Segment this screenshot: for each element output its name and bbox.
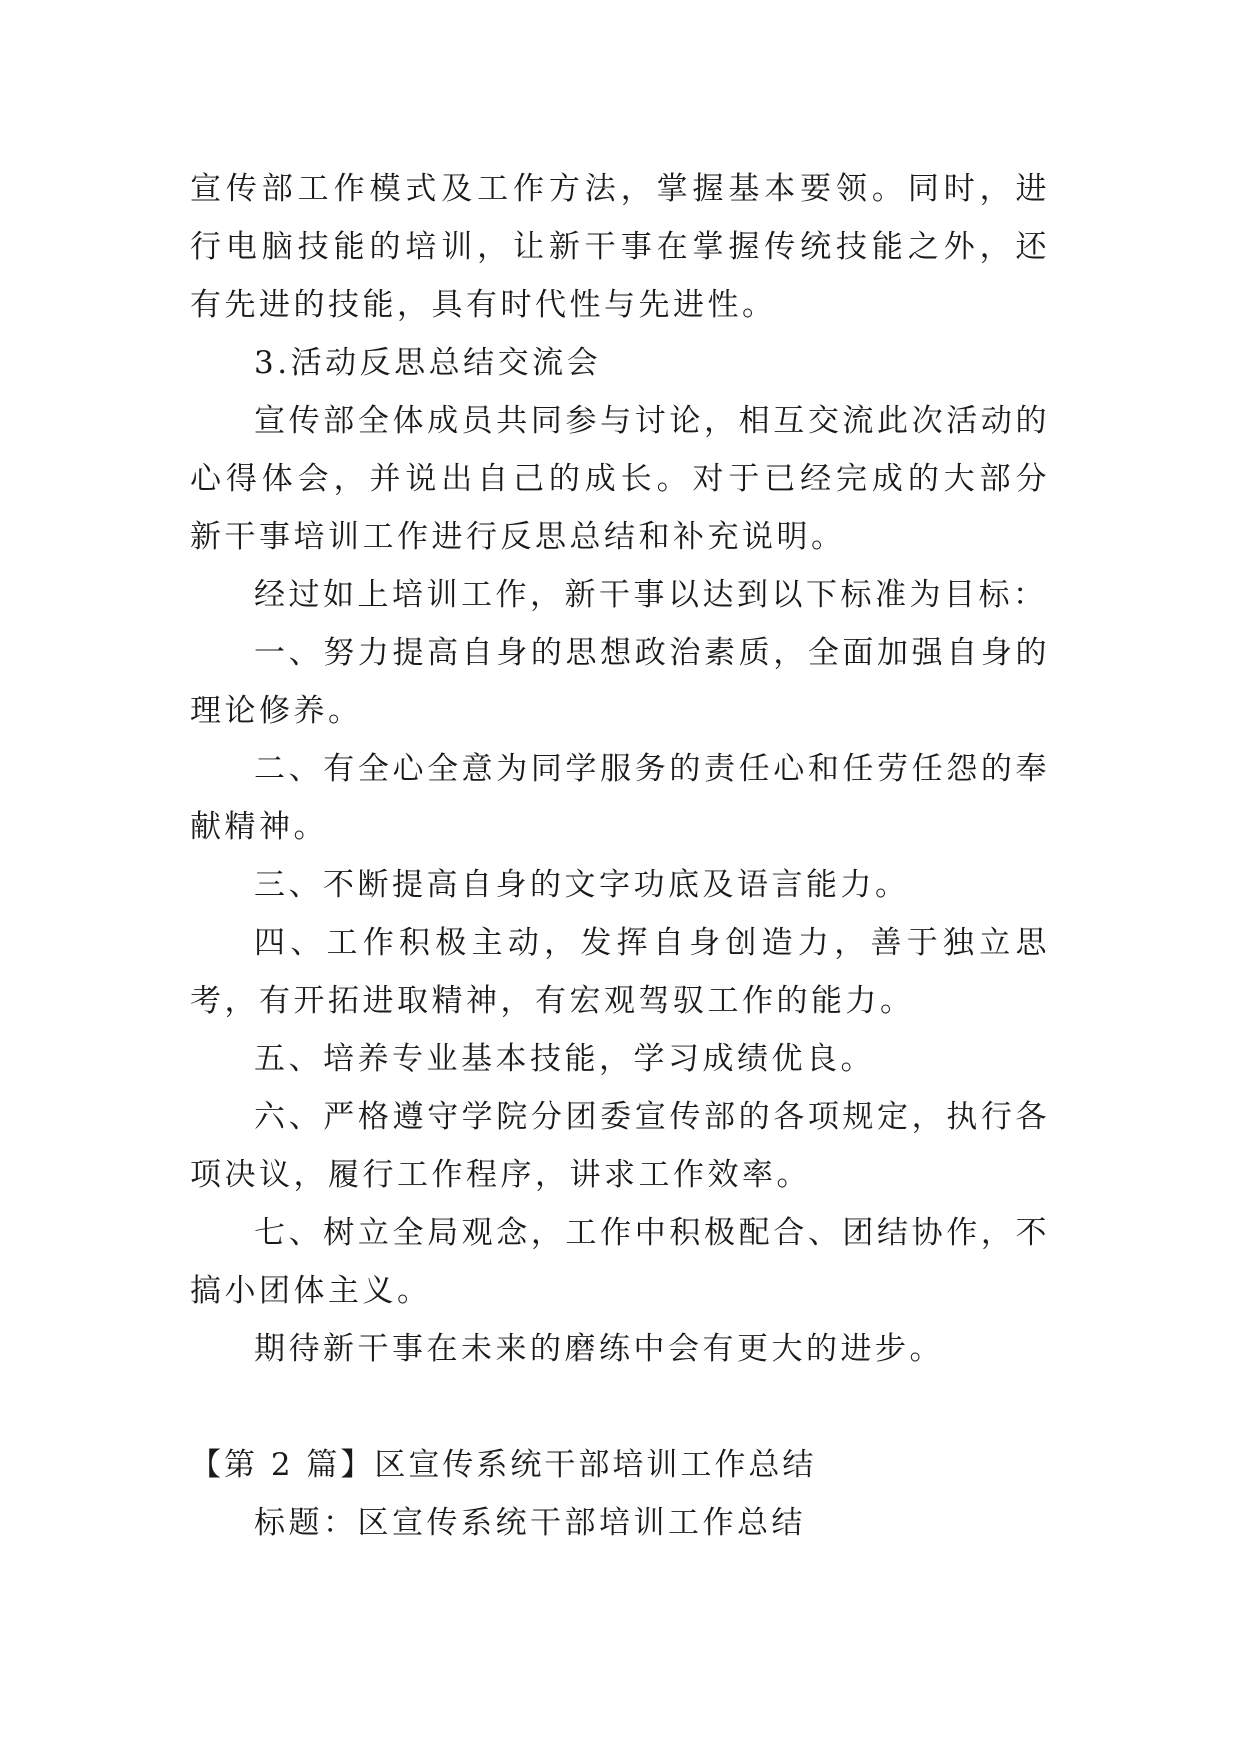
- subheading-activity-reflection: 3.活动反思总结交流会: [254, 345, 602, 381]
- paragraph: 经过如上培训工作，新干事以达到以下标准为目标：: [254, 577, 1048, 613]
- list-item: 四、工作积极主动，发挥自身创造力，善于独立思考，有开拓进取精神，有宏观驾驭工作的能力。: [190, 925, 1050, 1019]
- section-gap: [190, 1378, 1050, 1436]
- list-item: 一、努力提高自身的思想政治素质，全面加强自身的理论修养。: [190, 635, 1050, 729]
- paragraph: 宣传部全体成员共同参与讨论，相互交流此次活动的心得体会，并说出自己的成长。对于已经完成的大部分新干事培训工作进行反思总结和补充说明。: [190, 403, 1050, 555]
- list-item: 二、有全心全意为同学服务的责任心和任劳任怨的奉献精神。: [190, 751, 1050, 845]
- section-subtitle: 标题：区宣传系统干部培训工作总结: [254, 1505, 806, 1541]
- list-item: 七、树立全局观念，工作中积极配合、团结协作，不搞小团体主义。: [190, 1215, 1050, 1309]
- section-heading: 【第 2 篇】区宣传系统干部培训工作总结: [190, 1447, 817, 1483]
- list-item: 三、不断提高自身的文字功底及语言能力。: [254, 867, 910, 903]
- list-item: 五、培养专业基本技能，学习成绩优良。: [254, 1041, 875, 1077]
- document-body: [190, 160, 1050, 1552]
- list-item: 六、严格遵守学院分团委宣传部的各项规定，执行各项决议，履行工作程序，讲求工作效率。: [190, 1099, 1050, 1193]
- paragraph: 宣传部工作模式及工作方法，掌握基本要领。同时，进行电脑技能的培训，让新干事在掌握传统技能之外，还有先进的技能，具有时代性与先进性。: [190, 171, 1050, 323]
- closing-paragraph: 期待新干事在未来的磨练中会有更大的进步。: [254, 1331, 944, 1367]
